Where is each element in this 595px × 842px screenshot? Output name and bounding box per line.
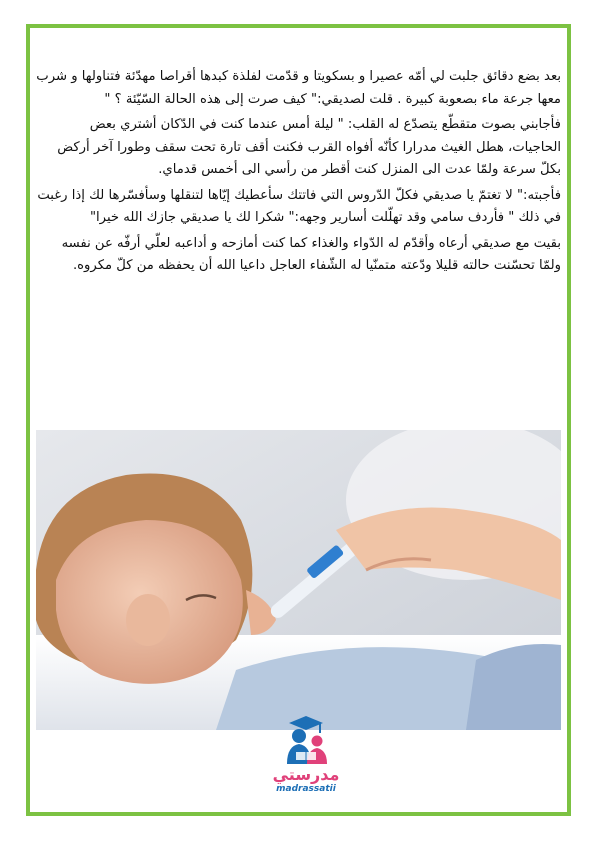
paragraph-1: بعد بضع دقائق جلبت لي أمّه عصيرا و بسكويتا و قدّمت لفلذة كبدها أقراصا مهدّئة فتناولها و شرب معها جرعة ماء بصعوبة كبيرة . قلت لصديقي:" كيف صرت إلى هذه الحالة السّيّئة ؟ " [36,69,561,107]
logo-arabic-wordmark: مدرستي [272,765,340,784]
sick-boy-thermometer-photo [36,430,561,730]
logo-latin-wordmark: madrassatii [276,784,336,794]
paragraph-4: بقيت مع صديقي أرعاه وأقدّم له الدّواء والغذاء كما كنت أمازحه و أداعبه لعلّي أرفّه عن نفسه ولمّا تحسّنت حالته قليلا ودّعته متمنّيا له الشّفاء العاجل داعيا الله أن يحفظه من كلّ مكروه. [61,235,561,273]
photo-illustration [36,430,561,730]
madrassatii-logo [266,714,346,802]
paragraph-2: فأجابني بصوت متقطّع يتصدّع له القلب: " ليلة أمس عندما كنت في الدّكان أشتري بعض الحاجيات، هطل الغيث مدرارا كأنّه أفواه القرب فكنت أقف تارة تحت سقف وطورا آخر أركض بكلّ سرعة ولمّا عدت الى المنزل كنت أقطر من رأسي الى أخمس قدماي. [57,117,561,177]
paragraph-3: فأجبته:" لا تغتمّ يا صديقي فكلّ الدّروس التي فاتتك سأعطيك إيّاها لتنقلها وسأفسّرها لك إذا رغبت في ذلك " فأردف سامي وقد تهلّلت أسارير وجهه:" شكرا لك يا صديقي جازك الله خيرا" [37,187,561,225]
graduation-family-icon [279,714,333,766]
story-text [36,66,561,281]
